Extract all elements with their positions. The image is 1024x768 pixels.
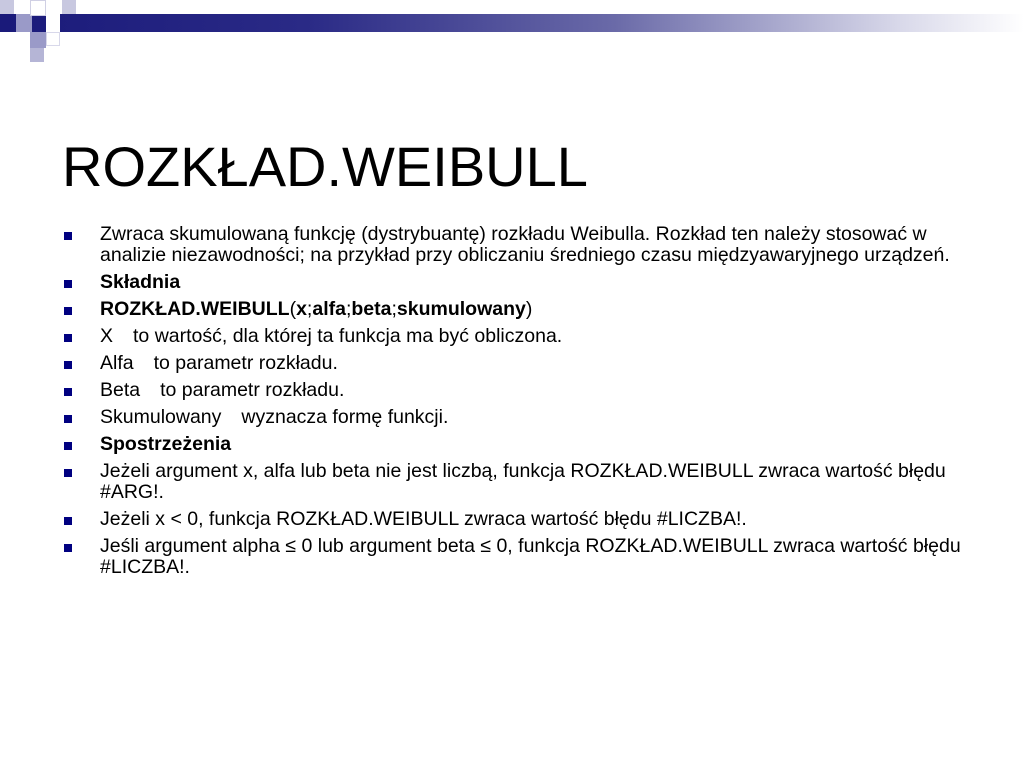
arg-beta: beta bbox=[351, 298, 392, 320]
list-item bbox=[62, 434, 982, 455]
list-item bbox=[62, 536, 982, 578]
remark-text: Jeżeli x < 0, funkcja ROZKŁAD.WEIBULL zwraca wartość błędu #LICZBA!. bbox=[100, 508, 747, 530]
list-item bbox=[62, 326, 982, 347]
square-bullet-icon bbox=[64, 469, 72, 477]
list-item bbox=[62, 380, 982, 401]
decor-square bbox=[30, 32, 46, 48]
separator: ; bbox=[391, 298, 397, 320]
square-bullet-icon bbox=[64, 442, 72, 450]
syntax-heading: Składnia bbox=[100, 271, 181, 293]
arg-skumulowany: skumulowany bbox=[396, 298, 526, 320]
remark-text: Jeśli argument alpha ≤ 0 lub argument beta ≤ 0, funkcja ROZKŁAD.WEIBULL zwraca wartość błędu #LICZBA!. bbox=[100, 535, 961, 578]
param-description: to parametr rozkładu. bbox=[153, 352, 338, 374]
square-bullet-icon bbox=[64, 388, 72, 396]
bullet-list bbox=[62, 224, 982, 584]
param-description: wyznacza formę funkcji. bbox=[241, 406, 449, 428]
square-bullet-icon bbox=[64, 280, 72, 288]
decor-square bbox=[46, 14, 60, 32]
param-term: X bbox=[100, 325, 114, 347]
separator: ; bbox=[306, 298, 313, 320]
param-description: to wartość, dla której ta funkcja ma być obliczona. bbox=[133, 325, 563, 347]
list-item bbox=[62, 407, 982, 428]
decor-square bbox=[30, 0, 46, 16]
param-term: Skumulowany bbox=[100, 406, 222, 428]
paren-open: ( bbox=[289, 298, 297, 320]
square-bullet-icon bbox=[64, 334, 72, 342]
arg-x: x bbox=[296, 298, 307, 320]
list-item bbox=[62, 509, 982, 530]
decor-square bbox=[0, 0, 14, 14]
separator: ; bbox=[345, 298, 352, 320]
slide-header-decoration bbox=[0, 0, 1024, 64]
header-gradient-bar bbox=[0, 14, 1024, 32]
slide-title: ROZKŁAD.WEIBULL bbox=[62, 134, 588, 198]
square-bullet-icon bbox=[64, 415, 72, 423]
function-name: ROZKŁAD.WEIBULL bbox=[100, 298, 290, 320]
param-term: Alfa bbox=[100, 352, 134, 374]
square-bullet-icon bbox=[64, 232, 72, 240]
decor-square bbox=[62, 0, 76, 14]
arg-alfa: alfa bbox=[312, 298, 346, 320]
param-term: Beta bbox=[100, 379, 141, 401]
remarks-heading: Spostrzeżenia bbox=[100, 433, 232, 455]
list-item bbox=[62, 461, 982, 503]
square-bullet-icon bbox=[64, 544, 72, 552]
paren-close: ) bbox=[525, 298, 533, 320]
list-item bbox=[62, 272, 982, 293]
square-bullet-icon bbox=[64, 307, 72, 315]
list-item bbox=[62, 224, 982, 266]
param-description: to parametr rozkładu. bbox=[160, 379, 345, 401]
list-item bbox=[62, 353, 982, 374]
square-bullet-icon bbox=[64, 517, 72, 525]
decor-square bbox=[46, 32, 60, 46]
square-bullet-icon bbox=[64, 361, 72, 369]
decor-square bbox=[30, 48, 44, 62]
decor-square bbox=[0, 32, 14, 46]
decor-square bbox=[16, 14, 32, 32]
remark-text: Jeżeli argument x, alfa lub beta nie jest liczbą, funkcja ROZKŁAD.WEIBULL zwraca wartość błędu #ARG!. bbox=[100, 460, 946, 503]
list-item bbox=[62, 299, 982, 320]
description-text: Zwraca skumulowaną funkcję (dystrybuantę) rozkładu Weibulla. Rozkład ten należy stosować w analizie niezawodności; na przykład przy obliczaniu średniego czasu międzyawaryjnego urządzeń. bbox=[100, 223, 950, 266]
